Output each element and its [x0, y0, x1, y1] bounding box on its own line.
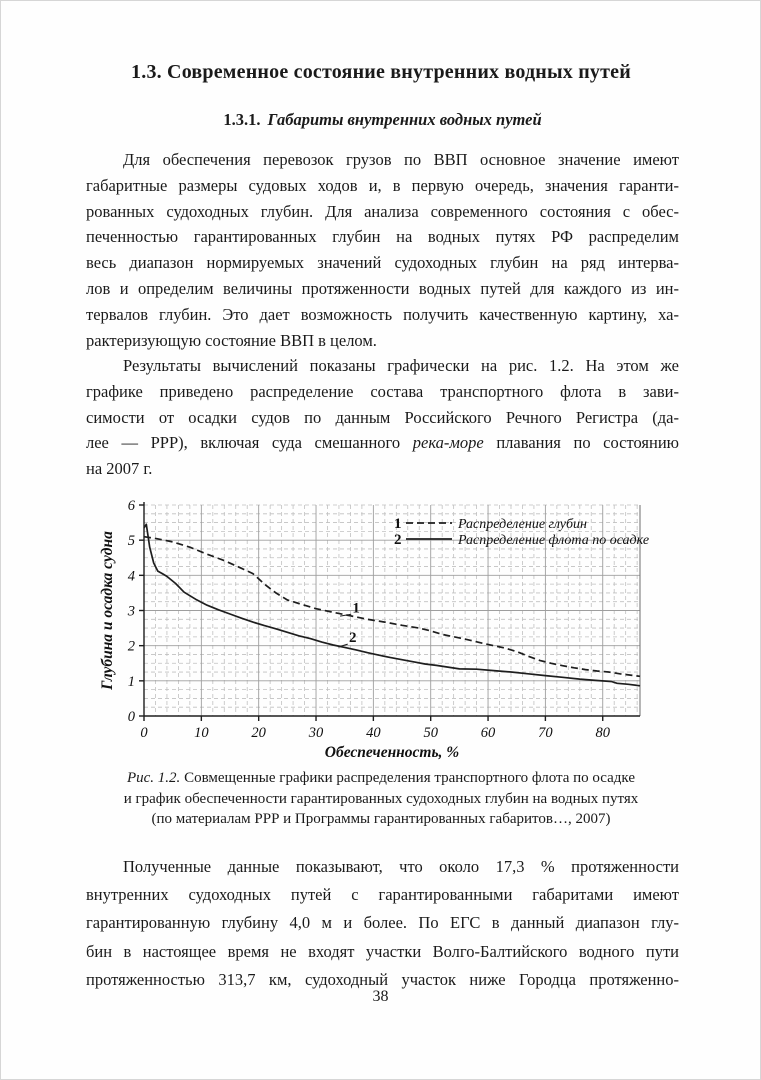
legend-series-number: 2	[394, 532, 402, 548]
text-line: Для обеспечения перевозок грузов по ВВП основное значение имеют	[123, 150, 679, 169]
x-tick-label: 70	[538, 725, 553, 741]
curve-number-label: 1	[352, 600, 360, 617]
y-tick-label: 0	[127, 709, 135, 725]
y-axis-title: Глубина и осадка судна	[99, 531, 116, 690]
text-line: гарантированную глубину 4,0 м и более. По ЕГС в данный диапазон глу-	[86, 913, 679, 933]
y-tick-label: 1	[127, 673, 135, 690]
text-line: внутренних судоходных путей с гарантированными габаритами имеют	[86, 885, 679, 905]
text-line: бин в настоящее время не входят участки Волго-Балтийского водного пути	[86, 941, 679, 961]
chart-curve-2	[144, 524, 640, 686]
y-tick-label: 2	[127, 638, 135, 655]
legend-label: Распределение глубин	[458, 517, 587, 532]
text-line: лов и определим величины протяженности водных путей для каждого из ин-	[86, 278, 679, 298]
text-line: на 2007 г.	[86, 459, 153, 479]
paragraph-1	[86, 147, 679, 353]
figure-1-2-chart	[96, 490, 666, 766]
paragraph-2	[86, 353, 679, 482]
x-tick-label: 80	[595, 725, 610, 741]
text-line: лее — РРР), включая суда смешанного река-море плавания по состоянию	[86, 433, 679, 453]
text-line: симости от осадки судов по данным Российского Речного Регистра (да-	[86, 407, 679, 427]
text-line: рованных судоходных глубин. Для анализа современного состояния с обес-	[86, 201, 679, 221]
y-tick-label: 3	[127, 603, 135, 620]
text-line: Результаты вычислений показаны графически на рис. 1.2. На этом же	[123, 356, 679, 375]
text-line: рактеризующую состояние ВВП в целом.	[86, 330, 377, 350]
x-tick-label: 0	[140, 725, 148, 741]
x-tick-label: 10	[194, 725, 209, 741]
text-line: графике приведено распределение состава транспортного флота в зави-	[86, 381, 679, 401]
x-tick-label: 30	[308, 725, 324, 741]
text-line: габаритные размеры судовых ходов и, в первую очередь, значения гаранти-	[86, 175, 679, 195]
y-tick-label: 6	[127, 498, 135, 514]
section-heading: 1.3. Современное состояние внутренних водных путей	[131, 61, 631, 83]
curve-number-label: 2	[348, 630, 357, 647]
text-line: весь диапазон нормируемых значений судоходных глубин на ряд интерва-	[86, 253, 679, 273]
y-tick-label: 4	[127, 568, 135, 585]
x-axis-title: Обеспеченность, %	[324, 744, 460, 761]
x-tick-label: 40	[366, 725, 381, 741]
legend-label: Распределение флота по осадке	[458, 533, 650, 548]
text-line: (по материалам РРР и Программы гарантированных габаритов…, 2007)	[151, 811, 611, 827]
paragraph-3	[86, 853, 679, 994]
subsection-number: 1.3.1.	[223, 110, 261, 129]
chart-legend	[394, 516, 649, 548]
x-tick-label: 20	[251, 725, 266, 741]
text-line: тервалов глубин. Это дает возможность получить качественную картину, ха-	[86, 304, 679, 324]
x-tick-label: 60	[480, 725, 496, 741]
text-line: Рис. 1.2. Совмещенные графики распределения транспортного флота по осадке	[126, 770, 636, 786]
subsection-title: Габариты внутренних водных путей	[267, 110, 542, 129]
chart-canvas	[96, 490, 666, 766]
text-line: и график обеспеченности гарантированных судоходных глубин на водных путях	[123, 790, 639, 807]
text-line: протяженностью 313,7 км, судоходный участок ниже Городца протяженно-	[86, 969, 679, 989]
y-tick-label: 5	[127, 533, 135, 550]
text-line: печенностью гарантированных глубин на водных путях РФ распределим	[86, 227, 679, 247]
figure-caption	[71, 768, 691, 830]
subsection-heading	[86, 110, 679, 130]
text-line: Полученные данные показывают, что около 17,3 % протяженности	[123, 857, 679, 876]
x-tick-label: 50	[423, 725, 438, 741]
chart-annotations	[338, 600, 360, 647]
legend-series-number: 1	[394, 516, 402, 532]
page-number: 38	[372, 988, 389, 1005]
